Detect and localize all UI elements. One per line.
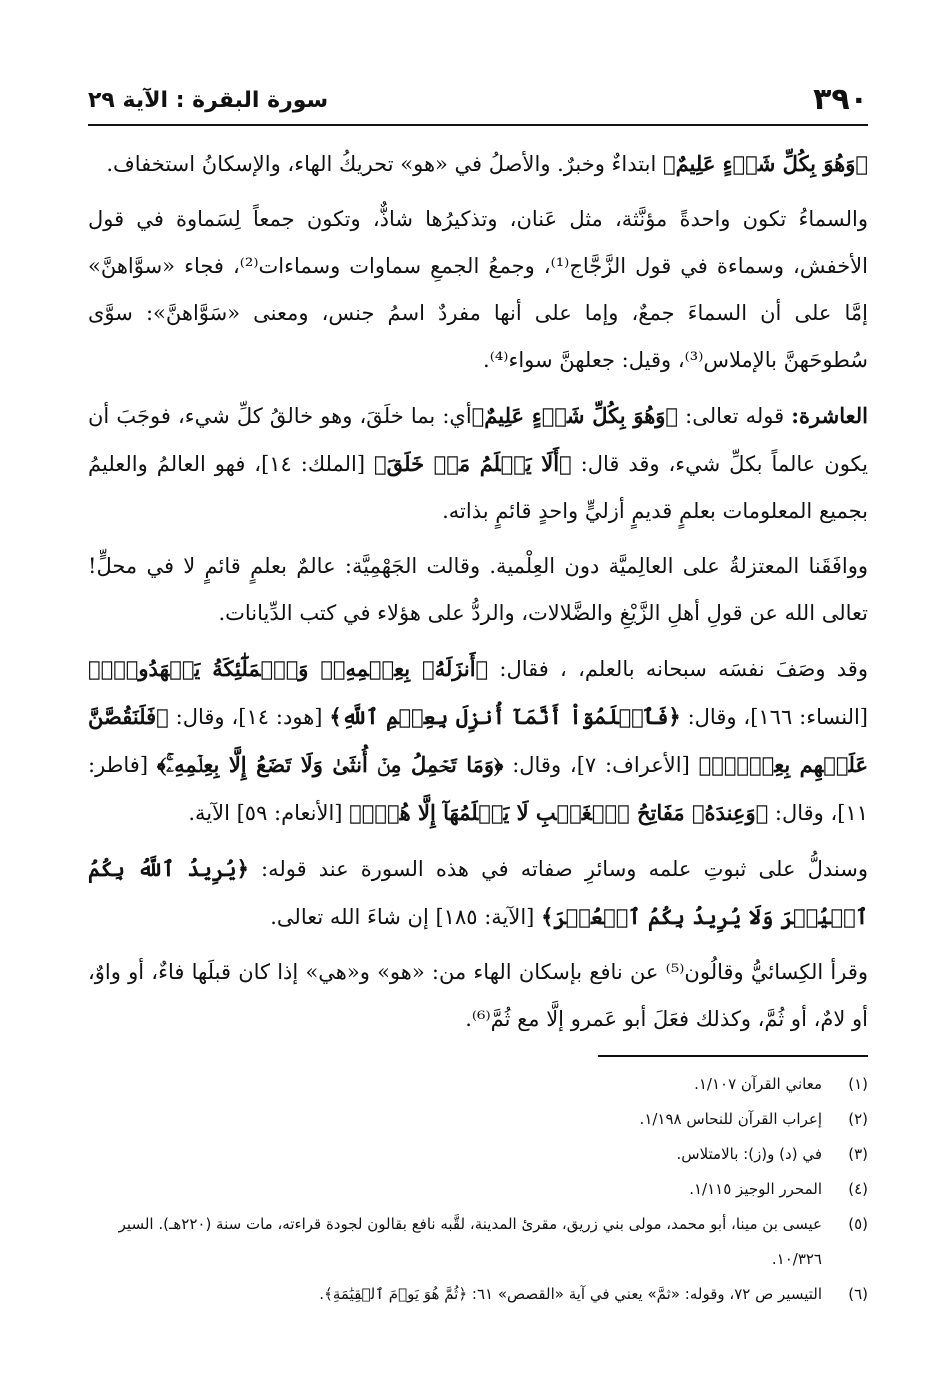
running-title: سورة البقرة : الآية ٢٩ [88, 88, 329, 113]
paragraph-text: [الآية: ١٨٥] إن شاءَ الله تعالى. [270, 905, 542, 929]
footnote-5 [88, 1207, 868, 1277]
paragraph-text: أي: بما خلَقَ، وهو خالقُ كلِّ شيء، فوجَبَ أن يكون عالماً بكلِّ شيء، وقد قال: [88, 404, 868, 476]
quran-verse: ﴿يُرِيدُ ٱللَّهُ بِكُمُ ٱلۡيُسۡرَ وَلَا يُرِيدُ بِكُمُ ٱلۡعُسۡرَ﴾ [88, 856, 868, 929]
footnote-text: عيسى بن مينا، أبو محمد، مولى بني زريق، مقرئ المدينة، لقَّبه نافع بقالون لجودة قراءته، مات سنة (٢٢٠هـ). السير ١٠/٣٢٦. [118, 1215, 822, 1268]
paragraph-5 [88, 645, 868, 837]
footnote-number: (٦) [848, 1285, 868, 1303]
footnote-text: التيسير ص ٧٢، وقوله: «ثمَّ» يعني في آية «القصص» ٦١: ﴿ثُمَّ هُوَ يَوۡمَ ٱلۡقِيَٰمَةِ﴾. [319, 1285, 822, 1303]
paragraph-text: وسندلُّ على ثبوتِ علمه وسائرِ صفاته في هذه السورة عند قوله: [248, 857, 868, 881]
footnote-text: في (د) و(ز): بالامتلاس. [676, 1145, 822, 1163]
paragraph-text: [الأعراف: ٧]، وقال: [503, 753, 699, 777]
paragraph-text: [فاطر: ١١]، وقال: [88, 753, 868, 825]
footnote-number: (٢) [848, 1110, 868, 1128]
footnote-number: (١) [848, 1075, 868, 1093]
paragraph-text: [الأنعام: ٥٩] الآية. [188, 801, 350, 825]
paragraph-text: قوله تعالى: [678, 404, 792, 428]
page-number: ٣٩٠ [813, 82, 868, 117]
footnotes [88, 1067, 868, 1312]
paragraph-6 [88, 845, 868, 941]
paragraph-text: ابتداءٌ وخبرٌ. والأصلُ في «هو» تحريكُ الهاء، والإسكانُ استخفاف. [106, 152, 663, 176]
quran-verse: ﴿وَعِندَهُۥ مَفَاتِحُ ٱلۡغَيۡبِ لَا يَعۡلَمُهَآ إِلَّا هُوَۚ﴾ [349, 800, 769, 825]
paragraph-text: [النساء: ١٦٦]، وقال: [680, 705, 868, 729]
quran-verse: ﴿أَلَا يَعۡلَمُ مَنۡ خَلَقَ﴾ [374, 451, 572, 476]
quran-verse: ﴿وَهُوَ بِكُلِّ شَيۡءٍ عَلِيمٌ﴾ [471, 403, 679, 428]
paragraph-4 [88, 543, 868, 637]
book-page [88, 78, 868, 1368]
footnote-number: (٤) [848, 1180, 868, 1198]
footnote-text: إعراب القرآن للنحاس ١/١٩٨. [639, 1110, 822, 1128]
footnote-text: المحرر الوجيز ١/١١٥. [689, 1180, 822, 1198]
footnote-1 [88, 1067, 868, 1102]
paragraph-1 [88, 140, 868, 188]
paragraph-text: ووافَقَنا المعتزلةُ على العالِميَّة دون العِلْمية. وقالت الجَهْمِيَّة: عالمٌ بعلمٍ قائمٍ لا في محلٍّ! تعالى الله عن قولِ أهلِ الزَّيْغِ والضَّلالات، والردُّ على هؤلاء في كتب الدِّيانات. [88, 554, 868, 625]
paragraph-3 [88, 392, 868, 535]
paragraph-text: وقد وصَفَ نفسَه سبحانه بالعلم، ، فقال: [488, 657, 868, 681]
footnote-2 [88, 1102, 868, 1137]
quran-verse: ﴿أَنزَلَهُۥ بِعِلۡمِهِۦۖ وَٱلۡمَلَٰٓئِكَةُ يَشۡهَدُونَۚ﴾ [88, 656, 489, 681]
paragraph-7 [88, 949, 868, 1043]
quran-verse: ﴿وَمَا تَحۡمِلُ مِنۡ أُنثَىٰ وَلَا تَضَعُ إِلَّا بِعِلۡمِهِۦۚ﴾ [156, 752, 504, 777]
footnote-number: (٣) [848, 1145, 868, 1163]
main-text [88, 140, 868, 1043]
paragraph-2 [88, 196, 868, 384]
page-header [88, 78, 868, 126]
section-lead: العاشرة: [791, 403, 868, 428]
quran-verse: ﴿فَٱعۡلَمُوٓاْ أَنَّمَآ أُنزِلَ بِعِلۡمِ ٱللَّهِ﴾ [329, 704, 681, 729]
paragraph-text: والسماءُ تكون واحدةً مؤنَّثة، مثل عَنان، وتذكيرُها شاذٌّ، وتكون جمعاً لِسَماوة في قول الأخفش، وسماءة في قول الزَّجَّاج⁽¹⁾، وجمعُ الجمعِ سماوات وسماءات⁽²⁾، فجاء «سوَّاهنَّ» إمَّا على أن السماءَ جمعٌ، وإما على أنها مفردٌ اسمُ جنس، ومعنى «سَوَّاهنَّ»: سوَّى سُطوحَهنَّ بالإملاس⁽³⁾، وقيل: جعلهنَّ سواء⁽⁴⁾. [88, 207, 868, 372]
footnote-6 [88, 1277, 868, 1312]
quran-verse: ﴿وَهُوَ بِكُلِّ شَيۡءٍ عَلِيمٌ﴾ [662, 151, 868, 176]
paragraph-text: [هود: ١٤]، وقال: [168, 705, 330, 729]
footnote-number: (٥) [848, 1215, 868, 1233]
footnote-4 [88, 1172, 868, 1207]
footnote-text: معاني القرآن ١/١٠٧. [694, 1075, 822, 1093]
paragraph-text: وقرأ الكِسائيُّ وقالُون⁽⁵⁾ عن نافع بإسكان الهاء من: «هو» و«هي» إذا كان قبلَها فاءٌ، أو واوٌ، أو لامٌ، أو ثُمَّ، وكذلك فعَلَ أبو عَمرو إلَّا مع ثُمَّ⁽⁶⁾. [88, 960, 868, 1031]
footnote-3 [88, 1137, 868, 1172]
footnote-divider [598, 1055, 868, 1057]
paragraph-text: [الملك: ١٤]، فهو العالمُ والعليمُ بجميع المعلومات بعلمٍ قديمٍ أزليٍّ واحدٍ قائمٍ بذاته. [88, 452, 868, 523]
quran-verse: ﴿فَلَنَقُصَّنَّ عَلَيۡهِم بِعِلۡمٍۖ﴾ [88, 704, 868, 777]
